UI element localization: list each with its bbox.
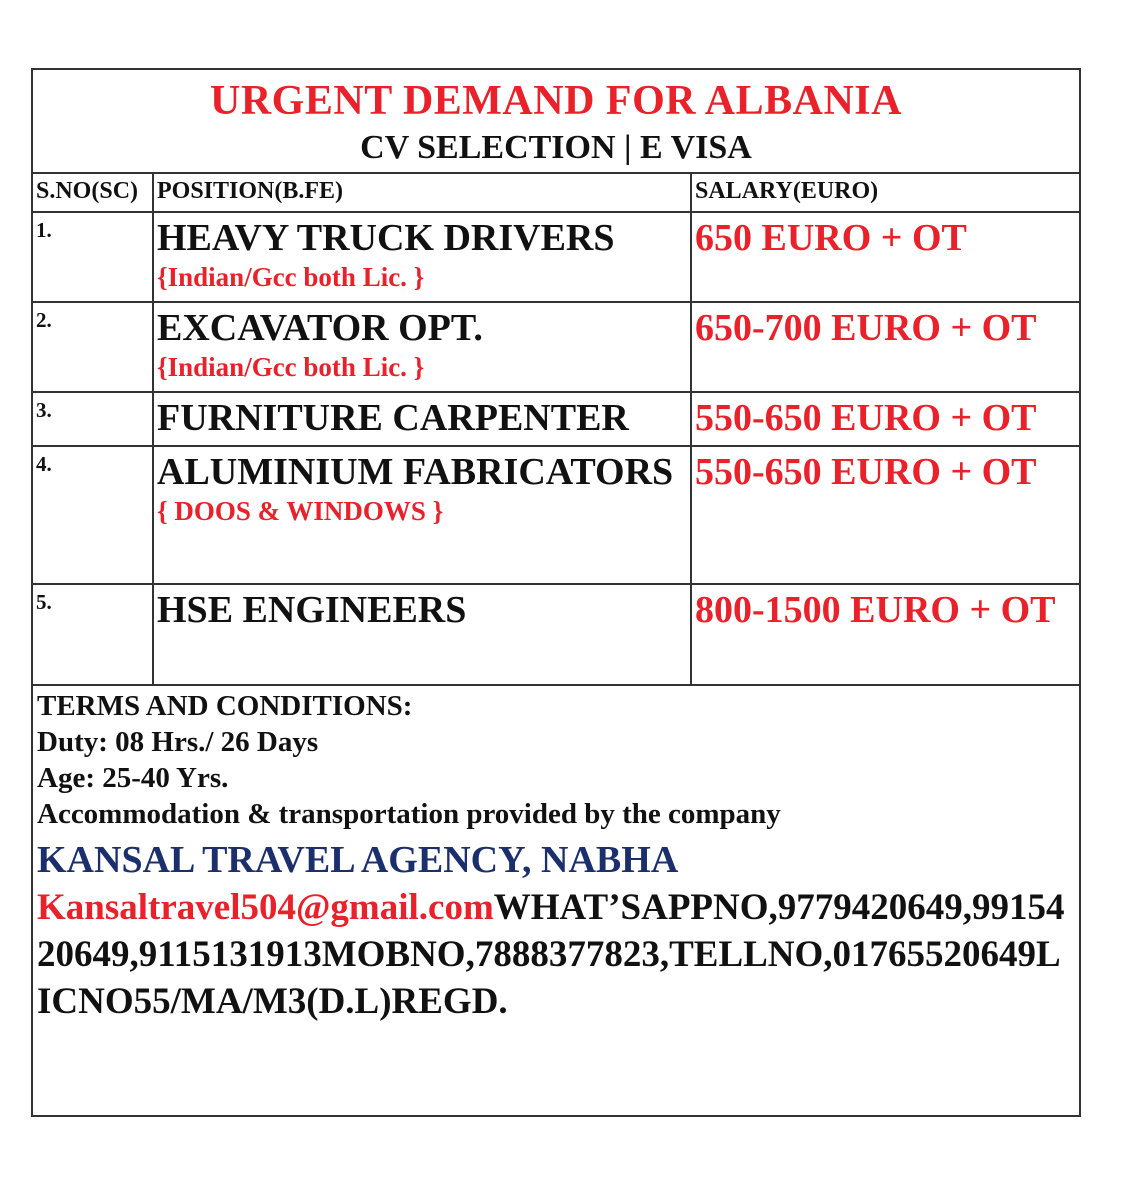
page-title: URGENT DEMAND FOR ALBANIA bbox=[210, 78, 902, 124]
position-title: ALUMINIUM FABRICATORS bbox=[157, 451, 674, 493]
row-sno: 2. bbox=[33, 302, 153, 392]
position-note: {Indian/Gcc both Lic. } bbox=[157, 352, 425, 382]
contact-numbers: WHAT’SAPPNO,9779420649,9915420649,9115131913MOBNO,7888377823,TELLNO,01765520649LICNO55/MA/M3(D.L)REGD. bbox=[37, 887, 1065, 1022]
row-position bbox=[153, 392, 691, 446]
terms-accommodation: Accommodation & transportation provided by the company bbox=[37, 798, 781, 830]
row-salary: 550-650 EURO + OT bbox=[691, 446, 1079, 584]
table-row bbox=[33, 302, 1079, 392]
jobs-table bbox=[33, 174, 1079, 686]
row-sno: 5. bbox=[33, 584, 153, 685]
terms-duty: Duty: 08 Hrs./ 26 Days bbox=[37, 726, 319, 758]
table-row bbox=[33, 584, 1079, 685]
page-subtitle: CV SELECTION | E VISA bbox=[360, 129, 752, 166]
table-row bbox=[33, 446, 1079, 584]
column-header-sno: S.NO(SC) bbox=[33, 174, 153, 212]
table-header-row bbox=[33, 174, 1079, 212]
email-link[interactable]: Kansaltravel504@gmail.com bbox=[37, 887, 494, 928]
position-title: HEAVY TRUCK DRIVERS bbox=[157, 217, 615, 259]
row-sno: 3. bbox=[33, 392, 153, 446]
terms-section bbox=[33, 686, 1079, 1027]
column-header-salary: SALARY(EURO) bbox=[691, 174, 1079, 212]
row-sno: 1. bbox=[33, 212, 153, 302]
terms-age: Age: 25-40 Yrs. bbox=[37, 762, 229, 794]
row-salary: 800-1500 EURO + OT bbox=[691, 584, 1079, 685]
agency-name: KANSAL TRAVEL AGENCY, NABHA bbox=[37, 839, 679, 881]
row-salary: 650-700 EURO + OT bbox=[691, 302, 1079, 392]
position-note: {Indian/Gcc both Lic. } bbox=[157, 262, 425, 292]
terms-heading: TERMS AND CONDITIONS: bbox=[37, 690, 413, 722]
header bbox=[33, 70, 1079, 174]
contact-info bbox=[37, 884, 1075, 1025]
position-note: { DOOS & WINDOWS } bbox=[157, 496, 444, 526]
row-position bbox=[153, 584, 691, 685]
row-position bbox=[153, 212, 691, 302]
row-position bbox=[153, 446, 691, 584]
position-title: FURNITURE CARPENTER bbox=[157, 397, 629, 439]
row-sno: 4. bbox=[33, 446, 153, 584]
row-salary: 550-650 EURO + OT bbox=[691, 392, 1079, 446]
table-row bbox=[33, 212, 1079, 302]
position-title: EXCAVATOR OPT. bbox=[157, 307, 483, 349]
position-title: HSE ENGINEERS bbox=[157, 589, 467, 631]
row-position bbox=[153, 302, 691, 392]
job-advertisement bbox=[31, 68, 1081, 1117]
column-header-position: POSITION(B.FE) bbox=[153, 174, 691, 212]
table-row bbox=[33, 392, 1079, 446]
row-salary: 650 EURO + OT bbox=[691, 212, 1079, 302]
